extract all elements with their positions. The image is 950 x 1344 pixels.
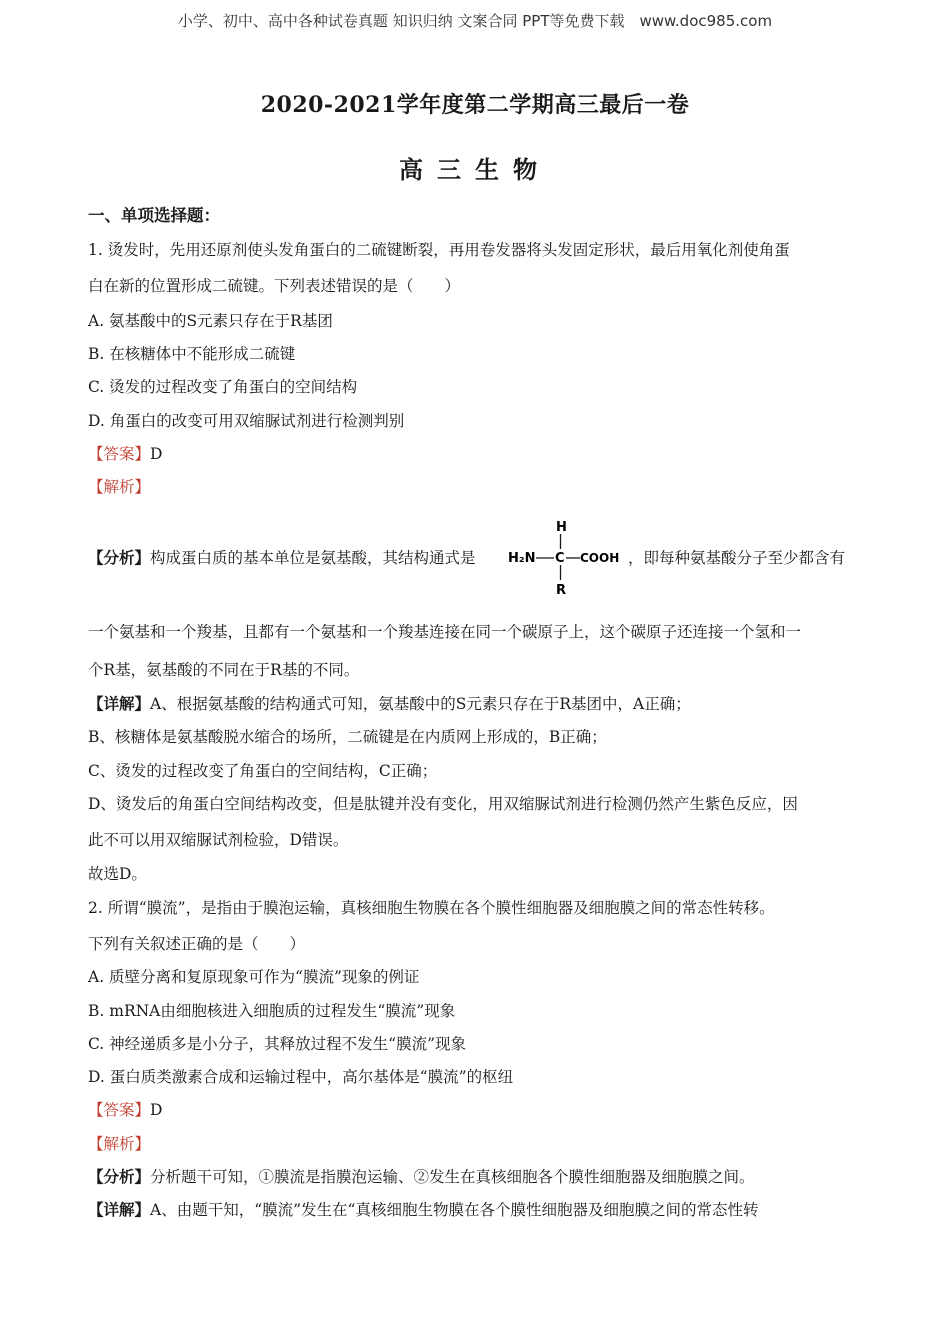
q1-xiangjie-d-line1: D、烫发后的角蛋白空间结构改变，但是肽键并没有变化，用双缩脲试剂进行检测仍然产生紫色反应，因 [88,795,798,813]
answer-tag: 【答案】 [88,445,151,463]
formula-carboxyl-group: COOH [580,551,620,565]
q2-stem-line2: 下列有关叙述正确的是（ ） [88,935,306,953]
q1-option-a: A. 氨基酸中的S元素只存在于R基团 [88,312,333,330]
q1-stem-line1: 1. 烫发时，先用还原剂使头发角蛋白的二硫键断裂，再用卷发器将头发固定形状，最后用氧化剂使角蛋 [88,241,790,259]
q1-stem-line2: 白在新的位置形成二硫键。下列表述错误的是（ ） [88,277,461,295]
q2-option-a: A. 质壁分离和复原现象可作为“膜流”现象的例证 [88,968,420,986]
xiangjie-tag: 【详解】 [88,1200,151,1219]
q1-fenxi-line2: 一个氨基和一个羧基，且都有一个氨基和一个羧基连接在同一个碳原子上，这个碳原子还连接一个氢和一 [88,623,802,641]
q1-fenxi-text-after: ，即每种氨基酸分子至少都含有 [628,549,846,567]
q1-analysis-tag: 【解析】 [88,478,151,496]
q2-answer [88,1100,162,1120]
page-header-banner: 小学、初中、高中各种试卷真题 知识归纳 文案合同 PPT等免费下载 www.doc985.com [177,12,773,30]
q1-conclusion: 故选D。 [88,865,147,883]
q2-analysis-tag: 【解析】 [88,1135,151,1153]
xiangjie-text: A、由题干知，“膜流”发生在“真核细胞生物膜在各个膜性细胞器及细胞膜之间的常态性转 [150,1201,759,1219]
answer-value: D [150,1101,163,1119]
q1-fenxi-line3: 个R基，氨基酸的不同在于R基的不同。 [88,661,360,679]
exam-title: 2020-2021学年度第二学期高三最后一卷 [260,92,690,118]
xiangjie-tag: 【详解】 [88,694,151,713]
formula-amino-group: H₂N [508,551,536,566]
q1-option-d: D. 角蛋白的改变可用双缩脲试剂进行检测判别 [88,412,405,430]
answer-tag: 【答案】 [88,1101,151,1119]
q1-xiangjie-c: C、烫发的过程改变了角蛋白的空间结构，C正确； [88,762,438,780]
q2-stem-line1: 2. 所谓“膜流”，是指由于膜泡运输，真核细胞生物膜在各个膜性细胞器及细胞膜之间的常态性转移。 [88,899,775,917]
fenxi-text: 分析题干可知，①膜流是指膜泡运输、②发生在真核细胞各个膜性细胞器及细胞膜之间。 [150,1168,755,1186]
q1-answer [88,444,162,464]
answer-value: D [150,445,163,463]
fenxi-tag: 【分析】 [88,1167,151,1186]
q2-fenxi [88,1167,755,1187]
q1-option-b: B. 在核糖体中不能形成二硫键 [88,345,296,363]
formula-carbon: C [555,551,565,566]
q2-xiangjie [88,1200,758,1220]
q1-fenxi-line1 [88,548,476,568]
formula-h-top: H [556,520,567,535]
q1-xiangjie-b: B、核糖体是氨基酸脱水缩合的场所，二硫键是在内质网上形成的，B正确； [88,728,607,746]
section-heading: 一、单项选择题： [88,206,220,225]
q2-option-c: C. 神经递质多是小分子，其释放过程不发生“膜流”现象 [88,1035,467,1053]
fenxi-text-before: 构成蛋白质的基本单位是氨基酸，其结构通式是 [150,549,476,567]
q2-option-b: B. mRNA由细胞核进入细胞质的过程发生“膜流”现象 [88,1002,456,1020]
amino-acid-structure-formula [508,518,628,598]
xiangjie-a-text: A、根据氨基酸的结构通式可知，氨基酸中的S元素只存在于R基团中，A正确； [150,695,691,713]
q1-option-c: C. 烫发的过程改变了角蛋白的空间结构 [88,378,358,396]
formula-r-group: R [556,583,567,598]
q2-option-d: D. 蛋白质类激素合成和运输过程中，高尔基体是“膜流”的枢纽 [88,1068,514,1086]
fenxi-tag: 【分析】 [88,548,151,567]
q1-xiangjie-d-line2: 此不可以用双缩脲试剂检验，D错误。 [88,831,349,849]
q1-xiangjie-a [88,694,691,714]
exam-subject: 高三生物 [399,155,551,184]
